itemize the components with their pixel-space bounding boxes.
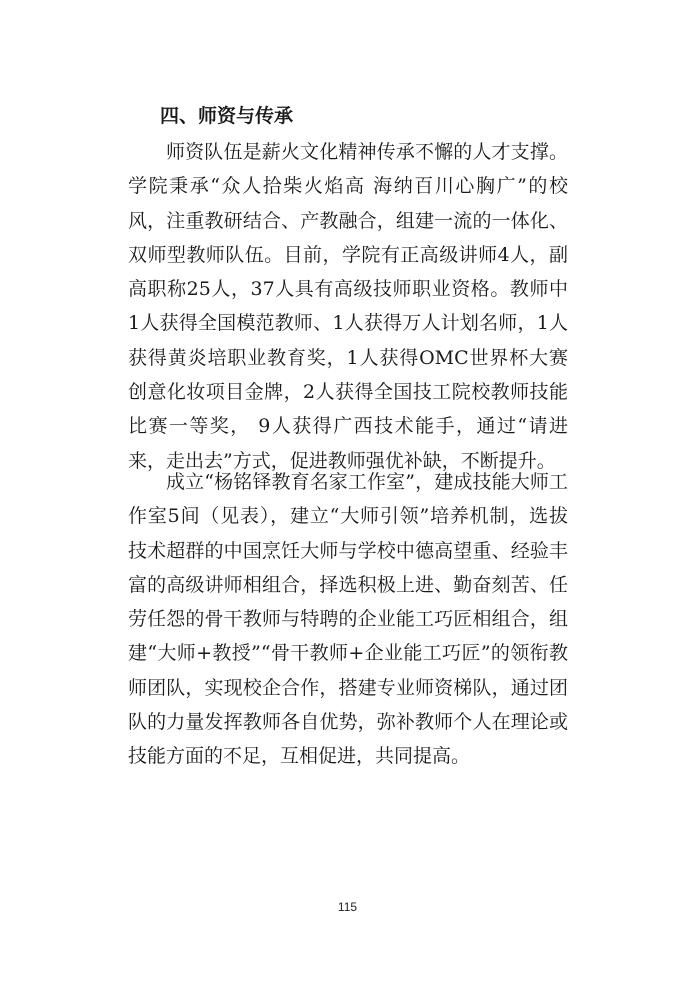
- page-number: 115: [337, 900, 358, 914]
- paragraph-master-studio: 成立“杨铭铎教育名家工作室”，建成技能大师工作室5间（见表），建立“大师引领”培养机制，选拔技术超群的中国烹饪大师与学校中德高望重、经验丰富的高级讲师相组合，择选积极上进、勤奋刻苦、任劳任怨的骨干教师与特聘的企业能工巧匠相组合，组建“大师+教授”“骨干教师+企业能工巧匠”的领衔教师团队，实现校企合作，搭建专业师资梯队，通过团队的力量发挥教师各自优势，弥补教师个人在理论或技能方面的不足，互相促进，共同提高。: [128, 471, 568, 768]
- section-heading: 四、师资与传承: [160, 105, 294, 127]
- paragraph-faculty-team: 师资队伍是薪火文化精神传承不懈的人才支撑。学院秉承“众人拾柴火焰高 海纳百川心胸广”的校风，注重教研结合、产教融合，组建一流的一体化、双师型教师队伍。目前，学院有正高级讲师4人，副高职称25人，37人具有高级技师职业资格。教师中1人获得全国模范教师、1人获得万人计划名师，1人获得黄炎培职业教育奖，1人获得OMC世界杯大赛创意化妆项目金牌，2人获得全国技工院校教师技能比赛一等奖， 9人获得广西技术能手，通过“请进来，走出去”方式，促进教师强优补缺，不断提升。: [128, 141, 568, 472]
